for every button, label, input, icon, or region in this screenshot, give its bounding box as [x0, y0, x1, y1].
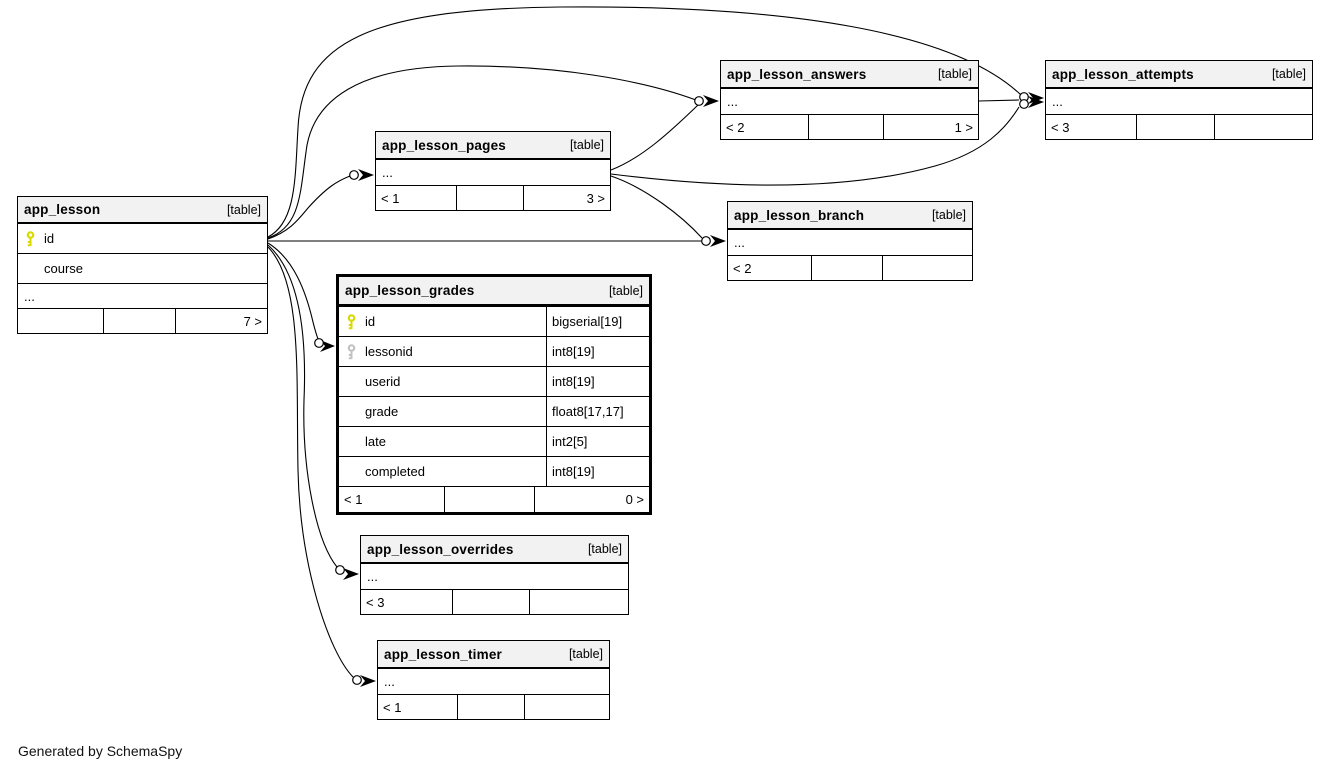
children-count: 1 >	[883, 115, 978, 139]
table-header[interactable]	[728, 202, 972, 230]
table-kind-tag: [table]	[587, 542, 622, 556]
ellipsis: ...	[727, 94, 738, 109]
column-row-id	[339, 307, 649, 337]
primary-key-icon	[25, 231, 37, 247]
table-name: app_lesson_grades	[345, 283, 475, 298]
table-header[interactable]	[361, 536, 628, 564]
table-app_lesson_branch	[727, 201, 973, 281]
collapsed-columns-row	[728, 230, 972, 256]
table-footer	[376, 186, 610, 210]
column-type: int8[19]	[546, 337, 649, 366]
connector-app_lesson_attempts	[1020, 92, 1044, 108]
connector-app_lesson_branch	[702, 235, 726, 247]
ellipsis: ...	[24, 288, 35, 304]
column-name: id	[365, 314, 376, 329]
table-footer	[728, 256, 972, 280]
column-row-late	[339, 427, 649, 457]
column-type: int8[19]	[546, 367, 649, 396]
edge-app_lesson_pages-app_lesson_branch	[611, 176, 702, 238]
table-kind-tag: [table]	[1271, 67, 1306, 81]
footer-mid-cell	[452, 590, 529, 614]
foreign-key-icon	[346, 344, 358, 360]
collapsed-columns-row	[376, 160, 610, 186]
parents-count: < 3	[366, 594, 385, 610]
column-type: int2[5]	[546, 427, 649, 456]
connector-app_lesson_overrides	[336, 566, 359, 580]
column-type: int8[19]	[546, 457, 649, 486]
column-row-id	[18, 224, 267, 254]
table-header[interactable]	[376, 132, 610, 160]
table-app_lesson_pages	[375, 131, 611, 211]
parents-count: < 2	[726, 119, 745, 135]
table-header[interactable]	[1046, 61, 1312, 89]
collapsed-columns-row	[18, 284, 267, 309]
connector-app_lesson_grades	[315, 339, 335, 352]
collapsed-columns-row	[378, 669, 609, 695]
table-name: app_lesson_overrides	[367, 541, 514, 557]
table-name: app_lesson	[24, 202, 101, 217]
column-name: late	[365, 434, 386, 449]
column-name: completed	[365, 464, 425, 479]
table-header[interactable]	[339, 277, 649, 307]
table-kind-tag: [table]	[931, 208, 966, 222]
children-count	[529, 590, 628, 614]
table-name: app_lesson_timer	[384, 646, 502, 662]
parents-count: < 3	[1051, 119, 1070, 135]
parents-count: < 1	[344, 492, 363, 507]
primary-key-icon	[346, 314, 358, 330]
column-name: lessonid	[365, 344, 413, 359]
parents-count: < 1	[383, 699, 402, 715]
edge-app_lesson_pages-app_lesson_answers	[611, 105, 698, 170]
generator-note: Generated by SchemaSpy	[18, 743, 183, 759]
footer-mid-cell	[103, 309, 175, 333]
table-app_lesson_grades	[336, 274, 652, 515]
table-name: app_lesson_answers	[727, 66, 867, 82]
parents-count: < 1	[381, 190, 400, 206]
table-app_lesson_answers	[720, 60, 979, 140]
table-kind-tag: [table]	[226, 202, 261, 217]
table-app_lesson_overrides	[360, 535, 629, 615]
table-footer	[1046, 115, 1312, 139]
table-header[interactable]	[721, 61, 978, 89]
ellipsis: ...	[1052, 94, 1063, 109]
table-header[interactable]	[378, 641, 609, 669]
children-count: 7 >	[175, 309, 267, 333]
column-name: course	[44, 261, 84, 276]
table-footer	[378, 695, 609, 719]
table-kind-tag: [table]	[568, 647, 603, 661]
ellipsis: ...	[384, 674, 395, 689]
ellipsis: ...	[367, 569, 378, 584]
collapsed-columns-row	[721, 89, 978, 115]
children-count	[524, 695, 609, 719]
table-name: app_lesson_attempts	[1052, 66, 1194, 82]
column-name: userid	[365, 374, 401, 389]
connector-app_lesson_timer	[353, 675, 376, 687]
edge-app_lesson-app_lesson_overrides	[268, 245, 337, 567]
footer-mid-cell	[811, 256, 882, 280]
parents-count: < 2	[733, 260, 752, 276]
ellipsis: ...	[382, 165, 393, 180]
table-footer	[721, 115, 978, 139]
children-count: 0 >	[534, 487, 649, 512]
edge-app_lesson-app_lesson_pages	[268, 176, 350, 239]
parents-count	[18, 309, 103, 333]
column-row-userid	[339, 367, 649, 397]
table-name: app_lesson_pages	[382, 137, 507, 153]
table-app_lesson_attempts	[1045, 60, 1313, 140]
table-kind-tag: [table]	[608, 283, 643, 298]
children-count	[882, 256, 972, 280]
column-name: grade	[365, 404, 399, 419]
footer-mid-cell	[444, 487, 534, 512]
table-footer	[339, 487, 649, 512]
footer-mid-cell	[1136, 115, 1213, 139]
table-app_lesson_timer	[377, 640, 610, 720]
column-row-grade	[339, 397, 649, 427]
column-name: id	[44, 231, 55, 246]
connector-app_lesson_answers	[695, 95, 719, 107]
table-name: app_lesson_branch	[734, 207, 865, 223]
table-header[interactable]	[18, 197, 267, 224]
table-app_lesson	[17, 196, 268, 334]
connector-app_lesson_pages	[350, 169, 374, 181]
edge-app_lesson_answers-app_lesson_attempts	[979, 100, 1019, 101]
table-footer	[361, 590, 628, 614]
ellipsis: ...	[734, 235, 745, 250]
column-row-lessonid	[339, 337, 649, 367]
table-footer	[18, 309, 267, 333]
footer-mid-cell	[456, 186, 524, 210]
children-count: 3 >	[523, 186, 610, 210]
table-kind-tag: [table]	[937, 67, 972, 81]
column-type: float8[17,17]	[546, 397, 649, 426]
footer-mid-cell	[808, 115, 883, 139]
table-kind-tag: [table]	[569, 138, 604, 152]
collapsed-columns-row	[361, 564, 628, 590]
footer-mid-cell	[457, 695, 524, 719]
collapsed-columns-row	[1046, 89, 1312, 115]
column-row-course	[18, 254, 267, 284]
column-type: bigserial[19]	[546, 307, 649, 336]
column-row-completed	[339, 457, 649, 487]
children-count	[1214, 115, 1312, 139]
